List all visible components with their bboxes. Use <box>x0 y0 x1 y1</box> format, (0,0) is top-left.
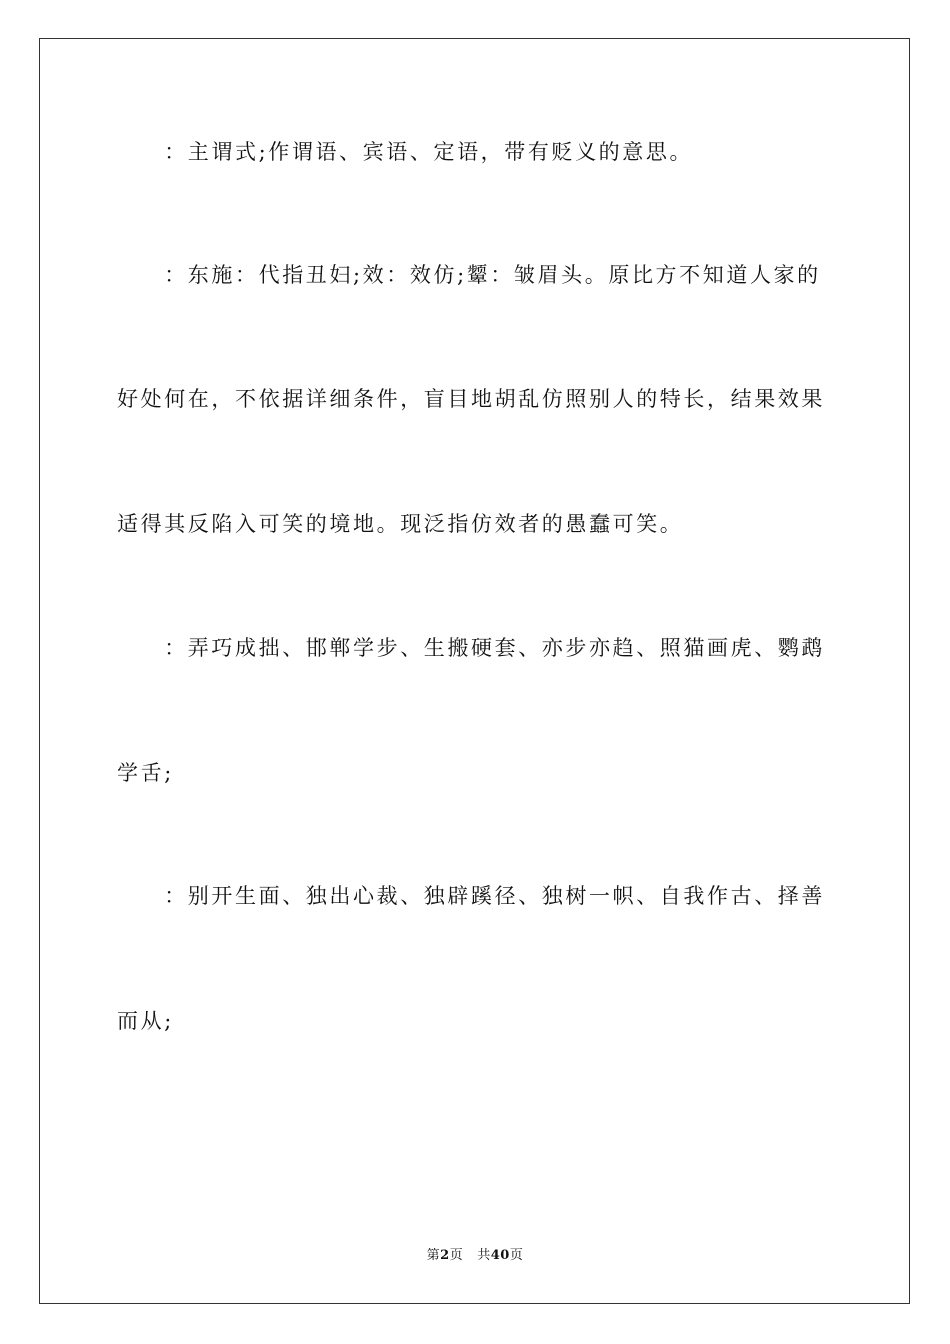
page-number: 2 <box>440 1248 450 1263</box>
page-frame <box>39 38 910 1304</box>
total-label-prefix: 共 <box>477 1248 491 1263</box>
page-label-suffix: 页 <box>449 1248 464 1263</box>
page-label-prefix: 第 <box>426 1248 441 1263</box>
paragraph-4-line-1: ：别开生面、独出心裁、独辟蹊径、独树一帜、自我作古、择善 <box>117 884 825 908</box>
paragraph-2-line-3: 适得其反陷入可笑的境地。现泛指仿效者的愚蠢可笑。 <box>117 512 684 536</box>
paragraph-3-line-2: 学舌; <box>117 761 174 785</box>
paragraph-2-line-1: ：东施：代指丑妇;效：效仿;颦：皱眉头。原比方不知道人家的 <box>117 263 821 287</box>
paragraph-4-line-2: 而从; <box>117 1009 174 1033</box>
paragraph-2-line-2: 好处何在，不依据详细条件，盲目地胡乱仿照别人的特长，结果效果 <box>117 387 825 411</box>
paragraph-1-line-1: ：主谓式;作谓语、宾语、定语，带有贬义的意思。 <box>117 140 694 164</box>
paragraph-3-line-1: ：弄巧成拙、邯郸学步、生搬硬套、亦步亦趋、照猫画虎、鹦鹉 <box>117 636 825 660</box>
total-pages: 40 <box>490 1248 510 1263</box>
page-footer <box>0 1247 950 1265</box>
total-label-suffix: 页 <box>509 1248 524 1263</box>
